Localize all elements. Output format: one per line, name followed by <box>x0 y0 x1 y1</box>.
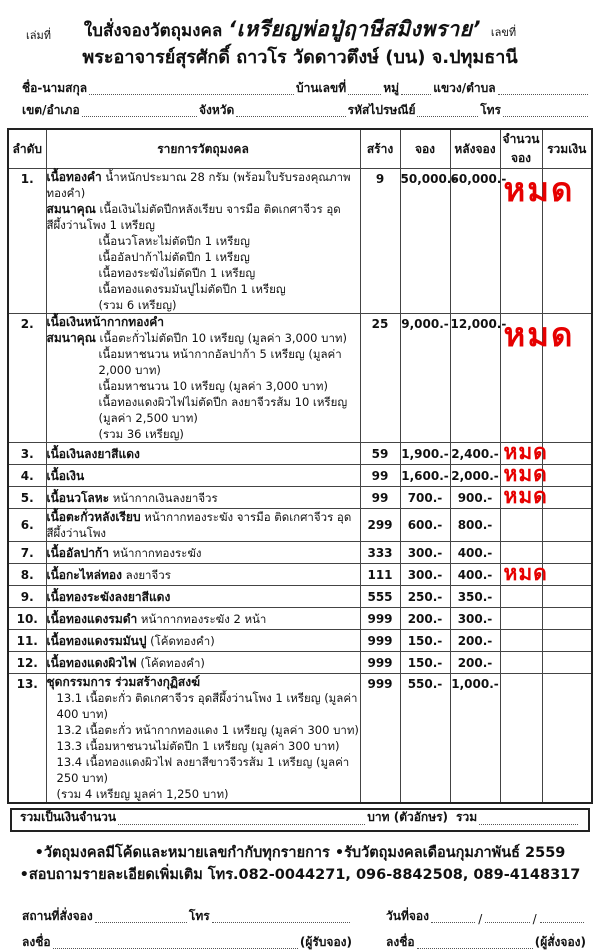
grand-total-row <box>10 808 590 832</box>
booked-quantity-cell <box>500 608 542 630</box>
district-fill-line <box>82 116 197 117</box>
made-count: 9 <box>360 169 400 314</box>
made-count: 299 <box>360 509 400 542</box>
item-description-line: 13.4 เนื้อทองแดงผิวไฟ ลงยาสีขาวจีวรส้ม 1 เหรียญ (มูลค่า 250 บาท) <box>56 755 350 785</box>
booking-price: 150.- <box>400 652 450 674</box>
row-total-cell <box>542 586 592 608</box>
col-header-price: จอง <box>400 129 450 169</box>
row-index: 11. <box>8 630 46 652</box>
table-row <box>8 564 592 586</box>
item-description-line: ชุดกรรมการ ร่วมสร้างกุฏิสงฆ์ <box>46 675 201 689</box>
booking-price: 300.- <box>400 542 450 564</box>
made-count: 99 <box>360 465 400 487</box>
row-index: 3. <box>8 443 46 465</box>
phone2-fill-line <box>212 922 350 923</box>
table-row <box>8 586 592 608</box>
item-description <box>46 443 360 465</box>
soldout-stamp: หมด <box>503 462 548 486</box>
booked-quantity-cell <box>500 314 575 443</box>
items-body <box>8 169 592 804</box>
name-fill-line <box>89 94 294 95</box>
row-index: 1. <box>8 169 46 314</box>
row-total-cell <box>542 608 592 630</box>
item-description-line: เนื้อมหาชนวน หน้ากากอัลปาก้า 5 เหรียญ (มูลค่า 2,000 บาท) <box>98 347 342 377</box>
col-header-after: หลังจอง <box>450 129 500 169</box>
booked-quantity-cell <box>500 169 575 314</box>
item-description-line: เนื้อทองแดงรมมันปูไม่ตัดปีก 1 เหรียญ <box>98 282 286 296</box>
col-header-total: รวมเงิน <box>542 129 592 169</box>
row-total-cell <box>542 509 592 542</box>
table-row <box>8 314 592 443</box>
place-fill-line <box>95 922 187 923</box>
made-count: 555 <box>360 586 400 608</box>
phone-fill-line <box>503 116 588 117</box>
item-description <box>46 674 360 804</box>
soldout-stamp: หมด <box>503 440 548 464</box>
row-index: 13. <box>8 674 46 804</box>
field-row-1 <box>22 76 590 98</box>
orderer-sign-fill-line <box>417 948 533 949</box>
moo-fill-line <box>401 94 431 95</box>
field-row-2 <box>22 98 590 120</box>
item-description-line: เนื้อทองแดงรมมันปู (โค้ดทองคำ) <box>46 633 215 648</box>
item-description-line: เนื้อตะกั่วหลังเรียบ หน้ากากทองระฆัง จารมือ ติดเกศาจีวร อุดสีผึ้งว่านโพง <box>46 510 352 540</box>
booked-quantity-cell <box>500 630 542 652</box>
row-total-cell <box>542 542 592 564</box>
item-description-line: เนื้อเงิน <box>46 468 85 483</box>
form-title <box>0 16 600 46</box>
after-booking-price: 400.- <box>450 542 500 564</box>
booked-quantity-cell <box>500 509 542 542</box>
item-description <box>46 314 360 443</box>
item-description-line: เนื้ออัลปาก้าไม่ตัดปีก 1 เหรียญ <box>98 250 250 264</box>
row-index: 4. <box>8 465 46 487</box>
made-count: 999 <box>360 652 400 674</box>
row-total-cell <box>542 674 592 804</box>
note-line-2: •สอบถามรายละเอียดเพิ่มเติม โทร.082-0044271, 096-8842508, 089-4148317 <box>19 867 581 883</box>
title-prefix: ใบสั่งจองวัตถุมงคล <box>83 21 223 41</box>
col-header-qty: จำนวนจอง <box>500 129 542 169</box>
item-description-line: เนื้อทองแดงผิวไฟไม่ตัดปีก ลงยาจีวรส้ม 10 เหรียญ (มูลค่า 2,500 บาท) <box>98 395 348 425</box>
row-index: 6. <box>8 509 46 542</box>
item-description-line: (รวม 4 เหรียญ มูลค่า 1,250 บาท) <box>56 787 229 801</box>
row-total-cell <box>542 652 592 674</box>
item-description <box>46 542 360 564</box>
postal-label: รหัสไปรษณีย์ <box>347 103 416 117</box>
after-booking-price: 12,000.- <box>450 314 500 443</box>
form-subtitle: พระอาจารย์สุรศักดิ์ ถาวโร วัดดาวตึงษ์ (บน) จ.ปทุมธานี <box>82 47 518 68</box>
col-header-item: รายการวัตถุมงคล <box>46 129 360 169</box>
total-label: รวมเป็นเงินจำนวน <box>20 810 117 824</box>
soldout-stamp: หมด <box>503 315 575 354</box>
item-description-line: เนื้อทองคำ น้ำหนักประมาณ 28 กรัม (พร้อมใบรับรองคุณภาพทองคำ) <box>46 170 351 200</box>
soldout-stamp: หมด <box>503 170 575 209</box>
after-booking-price: 300.- <box>450 608 500 630</box>
col-header-index: ลำดับ <box>8 129 46 169</box>
form-header <box>0 0 600 70</box>
sign-label-left: ลงชื่อ <box>22 935 51 949</box>
item-description-line: 13.3 เนื้อมหาชนวนไม่ตัดปีก 1 เหรียญ (มูลค่า 300 บาท) <box>56 739 340 753</box>
item-description <box>46 509 360 542</box>
item-description-line: (รวม 6 เหรียญ) <box>98 298 177 312</box>
booking-price: 700.- <box>400 487 450 509</box>
soldout-stamp: หมด <box>503 561 548 585</box>
table-row <box>8 169 592 314</box>
after-booking-price: 200.- <box>450 652 500 674</box>
item-description-line: เนื้อกะไหล่ทอง ลงยาจีวร <box>46 567 171 582</box>
item-description <box>46 608 360 630</box>
booking-price: 50,000.- <box>400 169 450 314</box>
item-description-line: เนื้อทองแดงรมดำ หน้ากากทองระฆัง 2 หน้า <box>46 611 267 626</box>
made-count: 999 <box>360 608 400 630</box>
table-row <box>8 630 592 652</box>
province-label: จังหวัด <box>199 103 235 117</box>
date-slash-2: / <box>532 912 537 926</box>
item-description-line: เนื้ออัลปาก้า หน้ากากทองระฆัง <box>46 545 202 560</box>
item-description-line: เนื้อทองระฆังลงยาสีแดง <box>46 589 171 604</box>
item-description-line: เนื้อเงินลงยาสีแดง <box>46 446 140 461</box>
item-description-line: เนื้อเงินหน้ากากทองคำ <box>46 315 165 329</box>
date-label: วันที่จอง <box>386 909 429 923</box>
note-line-1: •วัตถุมงคลมีโค้ดและหมายเลขกำกับทุกรายการ •รับวัตถุมงคลเดือนกุมภาพันธ์ 2559 <box>34 845 566 861</box>
row-total-cell <box>542 465 592 487</box>
booking-price: 1,600.- <box>400 465 450 487</box>
table-header-row <box>8 129 592 169</box>
item-description-line: เนื้อทองแดงผิวไฟ (โค้ดทองคำ) <box>46 655 205 670</box>
baht-label: บาท (ตัวอักษร) <box>367 810 449 824</box>
item-description <box>46 487 360 509</box>
phone2-label: โทร <box>188 909 210 923</box>
order-date-row <box>386 900 586 926</box>
subdistrict-label: แขวง/ตำบล <box>433 81 496 95</box>
total-amount-fill-line <box>118 824 365 825</box>
booked-quantity-cell <box>500 586 542 608</box>
item-description <box>46 586 360 608</box>
booking-price: 1,900.- <box>400 443 450 465</box>
item-description-line: เนื้อมหาชนวน 10 เหรียญ (มูลค่า 3,000 บาท) <box>98 379 328 393</box>
orderer-label: (ผู้สั่งจอง) <box>534 935 586 949</box>
item-description-line: สมนาคุณ เนื้อตะกั่วไม่ตัดปีก 10 เหรียญ (มูลค่า 3,000 บาท) <box>46 331 347 345</box>
sign-label-right: ลงชื่อ <box>386 935 415 949</box>
item-description-line: เนื้อนวโลหะไม่ตัดปีก 1 เหรียญ <box>98 234 250 248</box>
booked-quantity-cell <box>500 652 542 674</box>
item-description-line: 13.1 เนื้อตะกั่ว ติดเกศาจีวร อุดสีผึ้งว่านโพง 1 เหรียญ (มูลค่า 400 บาท) <box>56 691 358 721</box>
table-row <box>8 487 592 509</box>
item-description <box>46 564 360 586</box>
receiver-sign-fill-line <box>53 948 298 949</box>
after-booking-price: 800.- <box>450 509 500 542</box>
booked-quantity-cell <box>500 561 548 586</box>
item-description-line: (รวม 36 เหรียญ) <box>98 427 184 441</box>
booking-price: 600.- <box>400 509 450 542</box>
item-description <box>46 652 360 674</box>
made-count: 25 <box>360 314 400 443</box>
row-index: 12. <box>8 652 46 674</box>
item-description <box>46 465 360 487</box>
date-slash-1: / <box>478 912 483 926</box>
row-index: 2. <box>8 314 46 443</box>
item-description-line: 13.2 เนื้อตะกั่ว หน้ากากทองแดง 1 เหรียญ (มูลค่า 300 บาท) <box>56 723 359 737</box>
receiver-label: (ผู้รับจอง) <box>299 935 352 949</box>
date-day-fill-line <box>431 922 475 923</box>
soldout-stamp: หมด <box>503 484 548 508</box>
booking-price: 200.- <box>400 608 450 630</box>
made-count: 999 <box>360 630 400 652</box>
after-booking-price: 2,400.- <box>450 443 500 465</box>
order-place-row <box>22 900 352 926</box>
item-description <box>46 630 360 652</box>
name-label: ชื่อ-นามสกุล <box>22 81 88 95</box>
table-row <box>8 509 592 542</box>
amulet-name: ‘เหรียญพ่อปู่ฤาษีสมิงพราย’ <box>228 17 481 41</box>
table-row <box>8 608 592 630</box>
after-booking-price: 60,000.- <box>450 169 500 314</box>
footer-notes <box>0 842 600 886</box>
booking-price: 150.- <box>400 630 450 652</box>
item-description-line: เนื้อนวโลหะ หน้ากากเงินลงยาจีวร <box>46 490 218 505</box>
item-description-line: เนื้อทองระฆังไม่ตัดปีก 1 เหรียญ <box>98 266 256 280</box>
row-index: 10. <box>8 608 46 630</box>
row-total-cell <box>542 487 592 509</box>
house-no-label: บ้านเลขที่ <box>295 81 347 95</box>
made-count: 99 <box>360 487 400 509</box>
row-index: 9. <box>8 586 46 608</box>
items-table <box>7 128 593 804</box>
sum-label: รวม <box>456 810 478 824</box>
house-no-fill-line <box>348 94 381 95</box>
row-index: 8. <box>8 564 46 586</box>
item-description-line: สมนาคุณ เนื้อเงินไม่ตัดปีกหลังเรียบ จารมือ ติดเกศาจีวร อุดสีผึ้งว่านโพง 1 เหรียญ <box>46 202 341 232</box>
postal-fill-line <box>417 116 478 117</box>
after-booking-price: 400.- <box>450 564 500 586</box>
after-booking-price: 1,000.- <box>450 674 500 804</box>
made-count: 59 <box>360 443 400 465</box>
row-total-cell <box>542 564 592 586</box>
receiver-sign-row <box>22 926 352 952</box>
province-fill-line <box>236 116 345 117</box>
made-count: 333 <box>360 542 400 564</box>
booked-quantity-cell <box>500 674 542 804</box>
booked-quantity-cell <box>500 484 548 509</box>
booking-price: 250.- <box>400 586 450 608</box>
signature-section <box>0 886 600 952</box>
row-total-cell <box>542 443 592 465</box>
orderer-sign-row <box>386 926 586 952</box>
district-label: เขต/อำเภอ <box>22 103 80 117</box>
after-booking-price: 900.- <box>450 487 500 509</box>
row-index: 5. <box>8 487 46 509</box>
booking-price: 550.- <box>400 674 450 804</box>
after-booking-price: 2,000.- <box>450 465 500 487</box>
item-description <box>46 169 360 314</box>
after-booking-price: 200.- <box>450 630 500 652</box>
made-count: 111 <box>360 564 400 586</box>
date-month-fill-line <box>485 922 529 923</box>
place-label: สถานที่สั่งจอง <box>22 909 93 923</box>
col-header-made: สร้าง <box>360 129 400 169</box>
date-year-fill-line <box>540 922 584 923</box>
made-count: 999 <box>360 674 400 804</box>
phone-label: โทร <box>480 103 501 117</box>
sum-fill-line <box>479 824 578 825</box>
moo-label: หมู่ <box>383 81 400 95</box>
booking-price: 9,000.- <box>400 314 450 443</box>
subdistrict-fill-line <box>498 94 588 95</box>
booking-price: 300.- <box>400 564 450 586</box>
table-row <box>8 674 592 804</box>
number-label: เลขที่ <box>490 26 517 39</box>
customer-fields <box>0 70 600 120</box>
table-row <box>8 652 592 674</box>
after-booking-price: 350.- <box>450 586 500 608</box>
book-number-label: เล่มที่ <box>26 29 52 42</box>
row-index: 7. <box>8 542 46 564</box>
signature-left-column <box>22 900 352 952</box>
row-total-cell <box>542 630 592 652</box>
signature-right-column <box>386 900 586 952</box>
